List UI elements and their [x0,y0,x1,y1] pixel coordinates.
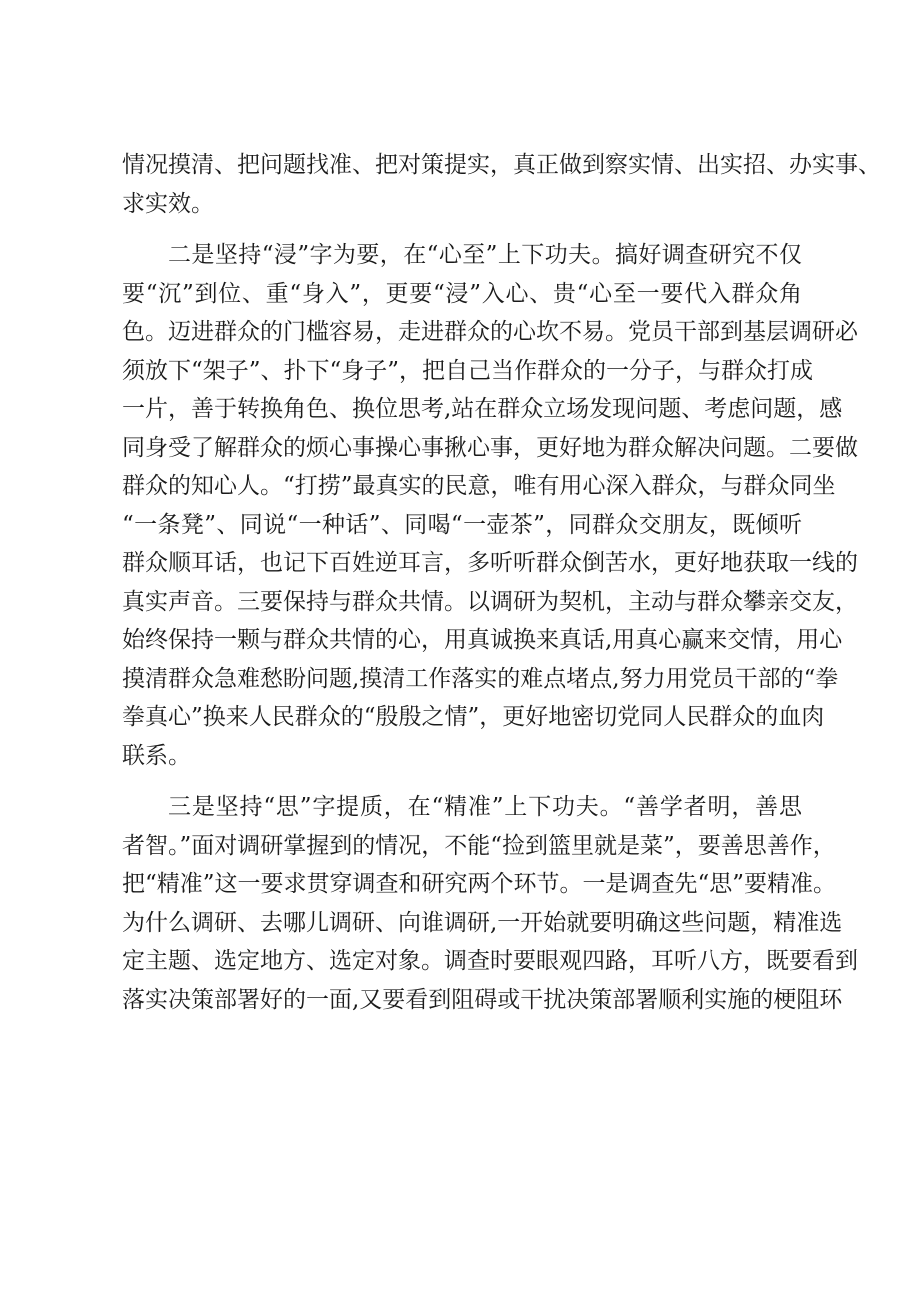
document-body [122,146,881,1019]
text-line: 须放下“架子”、扑下“身子”，把自己当作群众的一分子，与群众打成 [122,357,814,384]
text-line: 求实效。 [122,190,214,217]
text-line: 二是坚持“浸”字为要，在“心至”上下功夫。搞好调查研究不仅 [168,242,802,268]
text-line: 同身受了解群众的烦心事操心事揪心事，更好地为群众解决问题。二要做 [122,434,858,461]
paragraph-3 [122,788,858,1019]
text-line: 群众顺耳话，也记下百姓逆耳言，多听听群众倒苦水，更好地获取一线的 [122,550,858,576]
text-line: 联系。 [122,742,191,769]
text-line: 者智。”面对调研掌握到的情况，不能“捡到篮里就是菜”，要善思善作， [122,832,836,859]
paragraph-gap [122,775,802,788]
paragraph-1 [122,146,881,223]
text-line: 始终保持一颗与群众共情的心，用真诚换来真话,用真心赢来交情，用心 [122,627,843,653]
text-line: 拳真心”换来人民群众的“殷殷之情”，更好地密切党同人民群众的血肉 [122,704,825,730]
text-line: 真实声音。三要保持与群众共情。以调研为契机，主动与群众攀亲交友， [122,588,858,615]
text-line: 落实决策部署好的一面,又要看到阻碍或干扰决策部署顺利实施的梗阻环 [122,986,843,1013]
paragraph-gap [122,223,802,236]
text-line: 摸清群众急难愁盼问题,摸清工作落实的难点堵点,努力用党员干部的“拳 [122,665,839,692]
text-line: 为什么调研、去哪儿调研、向谁调研,一开始就要明确这些问题，精准选 [122,909,843,936]
text-line: 一片，善于转换角色、换位思考,站在群众立场发现问题、考虑问题，感 [122,396,843,422]
text-line: 色。迈进群众的门槛容易，走进群众的心坎不易。党员干部到基层调研必 [122,319,858,345]
text-line: 定主题、选定地方、选定对象。调查时要眼观四路，耳听八方，既要看到 [122,948,858,974]
text-line: 三是坚持“思”字提质，在“精准”上下功夫。“善学者明，善思 [168,794,802,820]
text-line: “一条凳”、同说“一种话”、同喝“一壶茶”，同群众交朋友，既倾听 [122,511,802,538]
paragraph-2 [122,236,858,775]
text-line: 群众的知心人。“打捞”最真实的民意，唯有用心深入群众，与群众同坐 [122,473,836,499]
text-line: 要“沉”到位、重“身入”，更要“浸”入心、贵“心至一要代入群众角 [122,280,802,307]
text-line: 把“精准”这一要求贯穿调查和研究两个环节。一是调查先“思”要精准。 [122,871,837,897]
text-line: 情况摸清、把问题找准、把对策提实，真正做到察实情、出实招、办实事、 [122,152,881,178]
